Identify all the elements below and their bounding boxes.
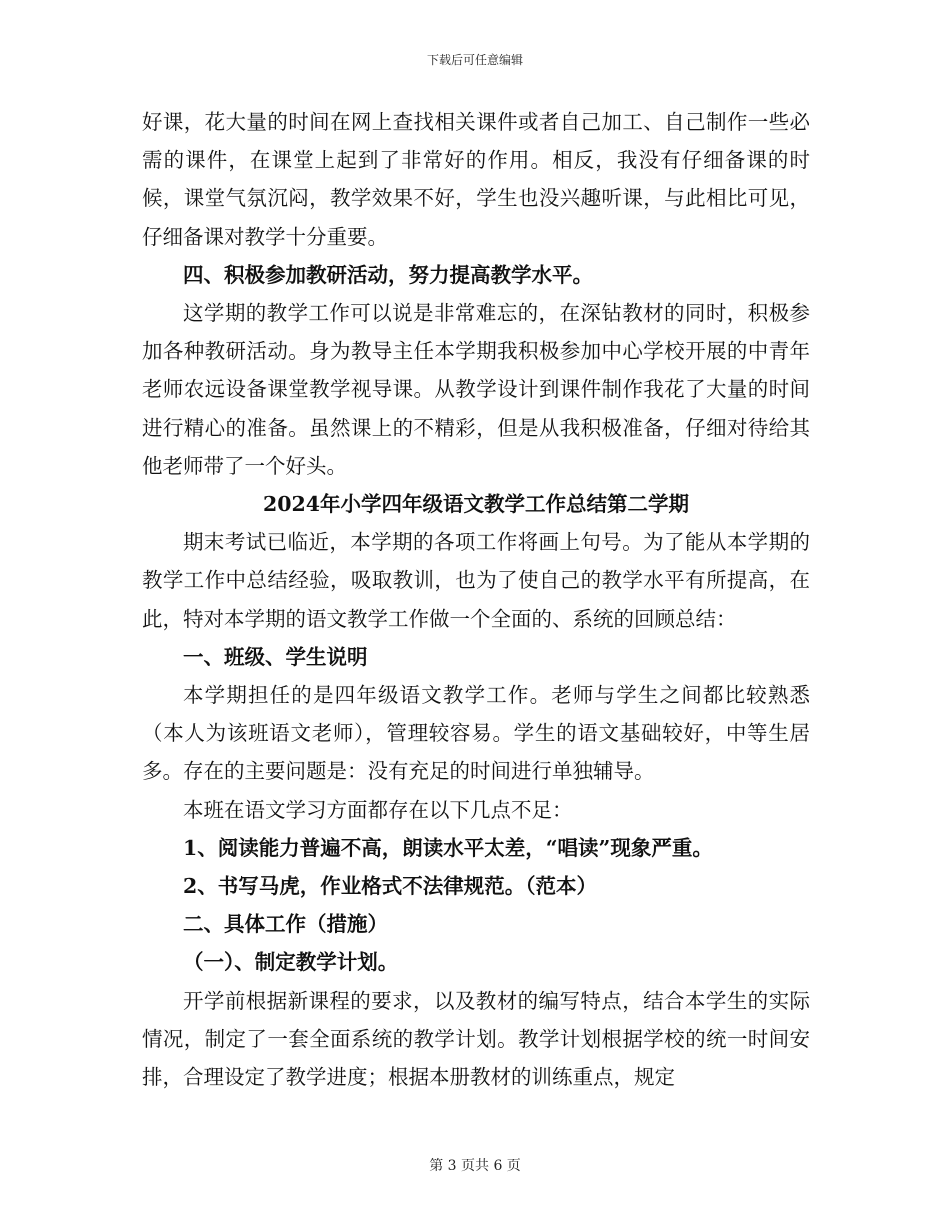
paragraph-class-description: 本学期担任的是四年级语文教学工作。老师与学生之间都比较熟悉（本人为该班语文老师），管理较容易。学生的语文基础较好，中等生居多。存在的主要问题是：没有充足的时间进行单独辅导。 bbox=[142, 683, 810, 784]
paragraph-research-activities: 这学期的教学工作可以说是非常难忘的，在深钻教材的同时，积极参加各种教研活动。身为教导主任本学期我积极参加中心学校开展的中青年老师农远设备课堂教学视导课。从教学设计到课件制作我花了大量的时间进行精心的准备。虽然课上的不精彩，但是从我积极准备，仔细对待给其他老师带了一个好头。 bbox=[142, 301, 810, 478]
subsection-heading-1: （一）、制定教学计划。 bbox=[183, 950, 399, 975]
document-title: 2024年小学四年级语文教学工作总结第二学期 bbox=[262, 492, 690, 517]
section-heading-1: 一、班级、学生说明 bbox=[183, 644, 368, 669]
shortcoming-item-2: 2、书写马虎，作业格式不法律规范。（范本） bbox=[183, 874, 598, 899]
section-heading-4: 四、积极参加教研活动，努力提高教学水平。 bbox=[183, 262, 593, 287]
shortcoming-item-1: 1、阅读能力普遍不高，朗读水平太差，“唱读”现象严重。 bbox=[183, 835, 713, 860]
paragraph-teaching-plan: 开学前根据新课程的要求，以及教材的编写特点，结合本学生的实际情况，制定了一套全面系统的教学计划。教学计划根据学校的统一时间安排，合理设定了教学进度；根据本册教材的训练重点，规定 bbox=[142, 988, 810, 1090]
paragraph-continued: 好课，花大量的时间在网上查找相关课件或者自己加工、自己制作一些必需的课件，在课堂上起到了非常好的作用。相反，我没有仔细备课的时候，课堂气氛沉闷，教学效果不好，学生也没兴趣听课，与此相比可见，仔细备课对教学十分重要。 bbox=[142, 110, 810, 249]
document-body bbox=[142, 103, 810, 1096]
section-heading-2: 二、具体工作（措施） bbox=[183, 912, 388, 937]
paragraph-intro: 期末考试已临近，本学期的各项工作将画上句号。为了能从本学期的教学工作中总结经验，吸取教训，也为了使自己的教学水平有所提高，在此，特对本学期的语文教学工作做一个全面的、系统的回顾总结： bbox=[142, 530, 810, 631]
page-header-note: 下载后可任意编辑 bbox=[426, 53, 523, 67]
paragraph-shortcomings-intro: 本班在语文学习方面都存在以下几点不足： bbox=[183, 797, 573, 822]
page-number-footer: 第 3 页共 6 页 bbox=[429, 1158, 521, 1174]
